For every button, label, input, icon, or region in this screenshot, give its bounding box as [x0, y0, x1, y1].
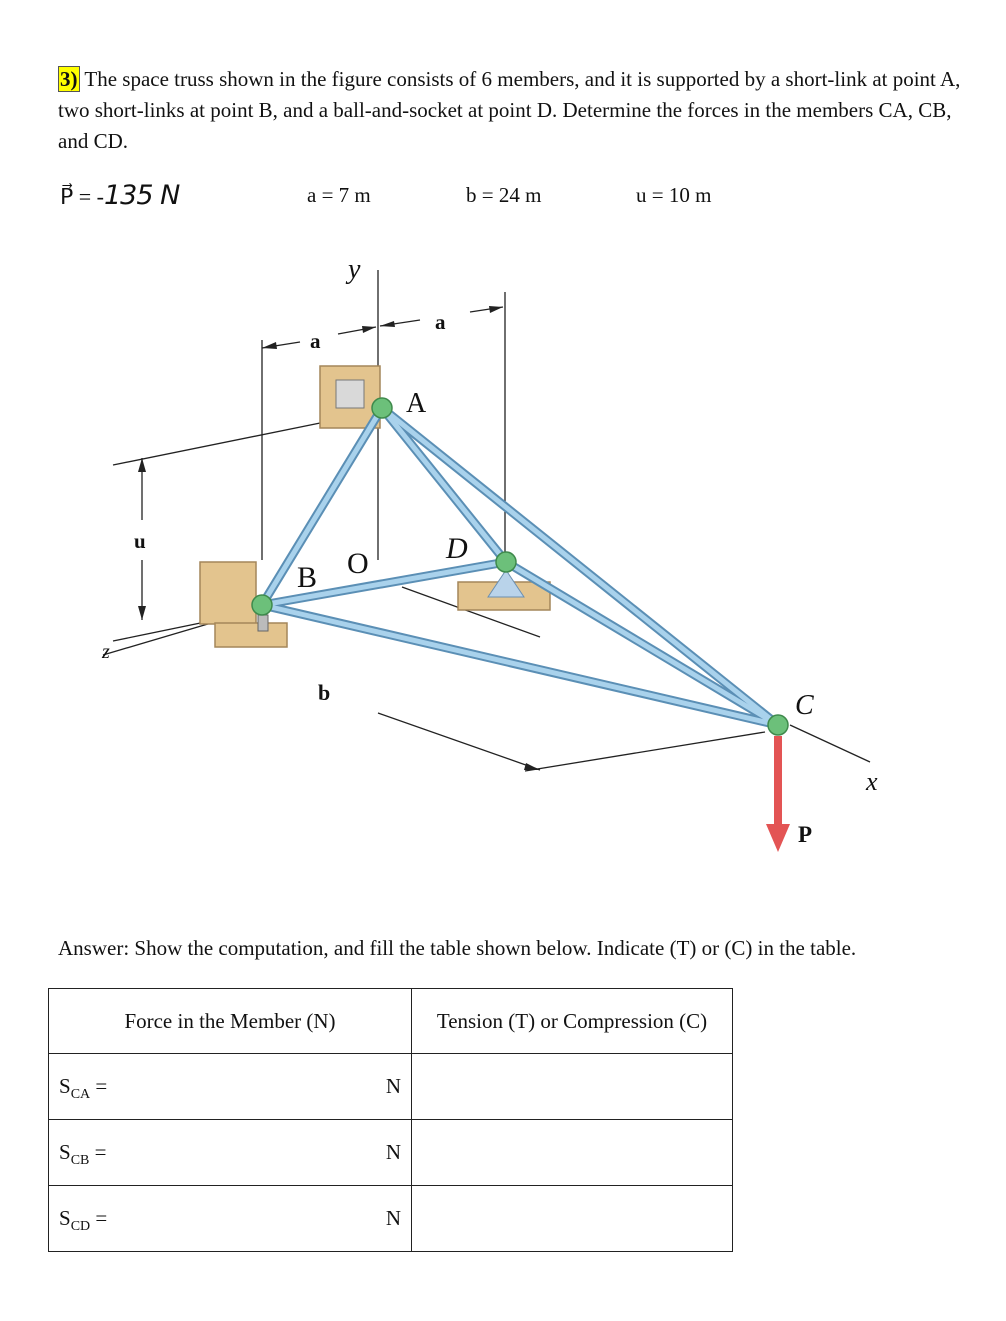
truss-figure	[0, 230, 1006, 890]
arrowhead	[489, 306, 503, 313]
label-b: b	[318, 680, 331, 705]
question-number: 3)	[60, 67, 78, 91]
x-axis	[790, 725, 870, 762]
support-a-link	[336, 380, 364, 408]
answer-prompt: Answer: Show the computation, and fill the table shown below. Indicate (T) or (C) in the table.	[58, 936, 857, 960]
given-b: b = 24 m	[466, 183, 542, 207]
problem-text: The space truss shown in the figure consists of 6 members, and it is supported by a short-link at point A, two short-links at point B, and a ball-and-socket at point D. Determine the forces in the members CA, CB, and CD.	[58, 67, 961, 153]
row-unit: N	[385, 1140, 401, 1164]
force-cell-cb[interactable]	[49, 1120, 412, 1186]
table-row	[49, 1054, 733, 1120]
joint-b	[252, 595, 272, 615]
tc-cell-cb[interactable]	[412, 1120, 733, 1186]
joint-d	[496, 552, 516, 572]
joint-a	[372, 398, 392, 418]
arrowhead	[362, 326, 376, 333]
joint-c	[768, 715, 788, 735]
label-u: u	[134, 529, 146, 553]
figure-labels	[101, 254, 878, 847]
given-a: a = 7 m	[307, 183, 371, 207]
handwritten-load	[60, 180, 179, 211]
header-force: Force in the Member (N)	[49, 989, 412, 1054]
table-row	[49, 1120, 733, 1186]
tc-cell-cd[interactable]	[412, 1186, 733, 1252]
truss-members	[262, 408, 778, 725]
header-tc: Tension (T) or Compression (C)	[412, 989, 733, 1054]
handwritten-p: P⃗ = -	[60, 184, 104, 209]
answer-table	[48, 988, 733, 1252]
dim-b-2	[525, 732, 765, 771]
label-z: z	[102, 641, 110, 663]
label-a-left: a	[310, 329, 321, 353]
dim-b-1	[378, 713, 540, 770]
arrowhead	[138, 606, 146, 620]
label-P: P	[798, 822, 813, 847]
label-y: y	[348, 254, 361, 285]
load-arrow-shaft	[774, 736, 782, 828]
label-A: A	[406, 388, 427, 419]
support-b-link	[258, 615, 268, 631]
table-header-row	[49, 989, 733, 1054]
label-a-right: a	[435, 310, 446, 334]
label-O: O	[347, 547, 369, 580]
label-C: C	[795, 690, 814, 721]
load-p	[766, 736, 790, 852]
dimension-lines	[103, 270, 870, 771]
arrowhead	[380, 321, 395, 327]
force-cell-ca[interactable]	[49, 1054, 412, 1120]
label-B: B	[297, 561, 318, 594]
row-label: $S_{CD}$ =	[59, 1206, 108, 1235]
u-ext-top	[113, 421, 330, 465]
table-row	[49, 1186, 733, 1252]
row-label: $S_{CA}$ =	[59, 1074, 108, 1103]
force-cell-cd[interactable]	[49, 1186, 412, 1252]
row-unit: N	[385, 1206, 401, 1230]
label-D: D	[446, 532, 468, 565]
problem-statement	[58, 64, 983, 157]
arrowhead	[262, 342, 277, 349]
arrowhead	[524, 763, 540, 770]
row-unit: N	[385, 1074, 401, 1098]
support-b-plate	[200, 562, 256, 624]
label-x: x	[866, 767, 878, 796]
tc-cell-ca[interactable]	[412, 1054, 733, 1120]
support-b-base	[215, 623, 287, 647]
load-arrow-head	[766, 824, 790, 852]
given-u: u = 10 m	[636, 183, 712, 207]
handwritten-value: 135 N	[104, 180, 180, 211]
row-label: $S_{CB}$ =	[59, 1140, 107, 1169]
